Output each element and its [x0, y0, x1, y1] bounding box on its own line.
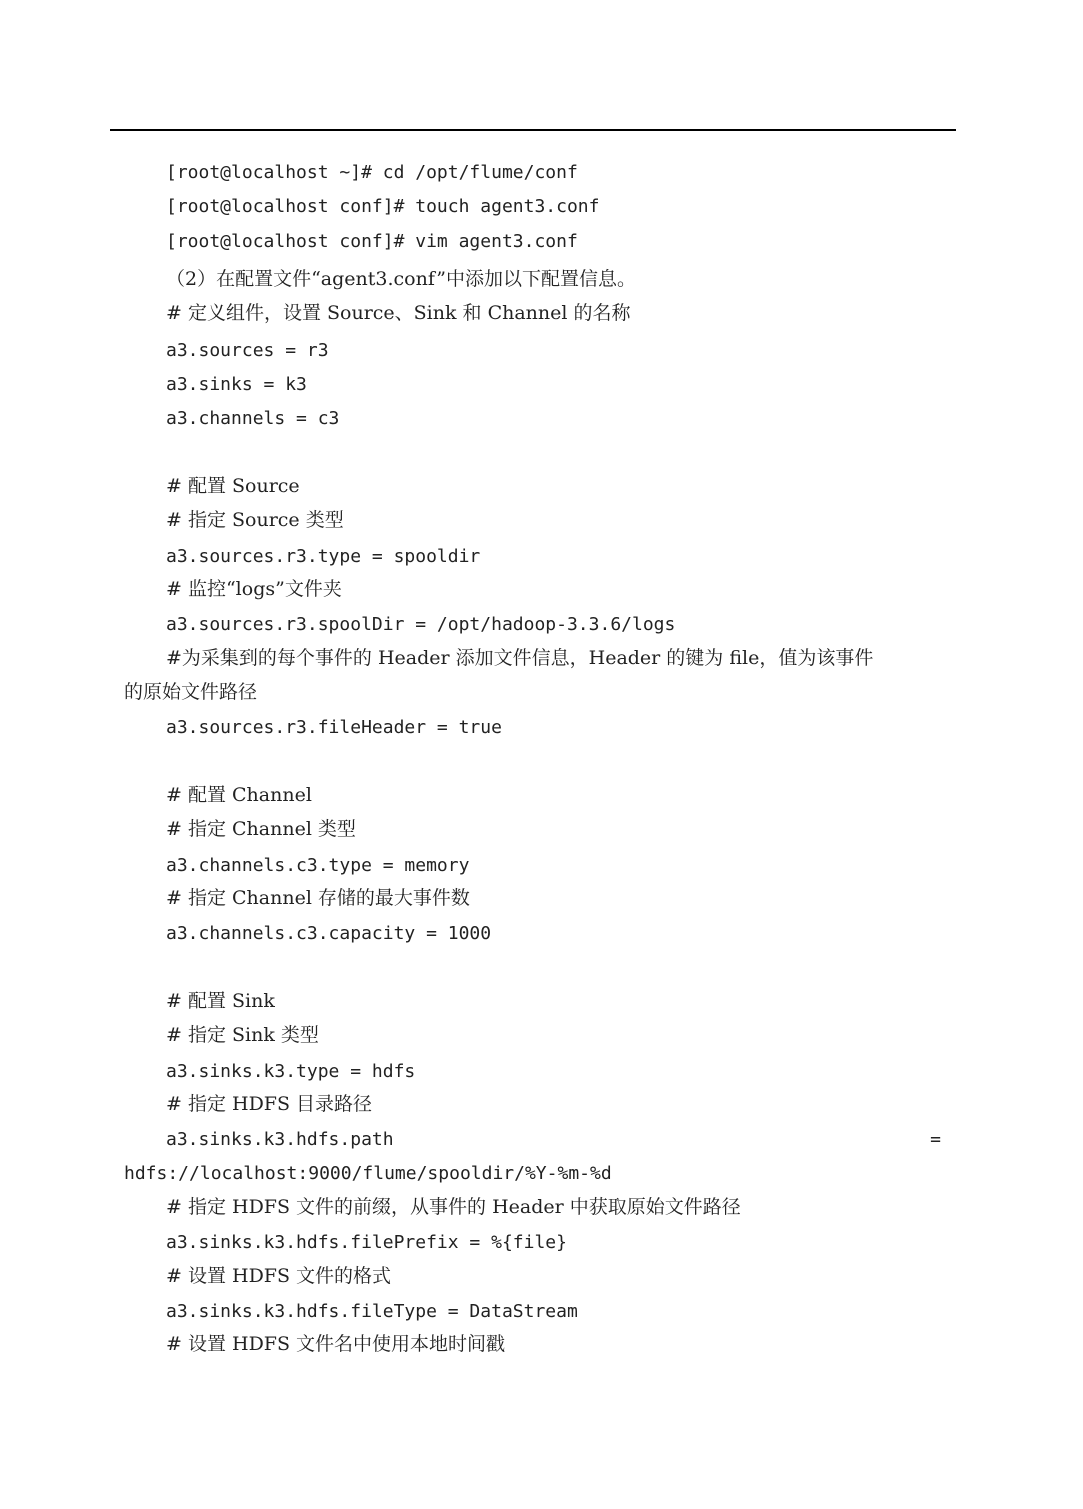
config-comment: # 指定 HDFS 目录路径: [166, 1093, 373, 1115]
config-comment: # 配置 Sink: [166, 990, 275, 1012]
shell-command-vim: [root@localhost conf]# vim agent3.conf: [166, 231, 578, 252]
config-line: a3.sources.r3.fileHeader = true: [166, 717, 502, 738]
config-line: a3.sinks = k3: [166, 374, 307, 395]
shell-command-touch: [root@localhost conf]# touch agent3.conf: [166, 196, 600, 217]
shell-command-cd: [root@localhost ~]# cd /opt/flume/conf: [166, 162, 578, 183]
header-rule: [110, 129, 956, 131]
config-comment: # 指定 Channel 类型: [166, 818, 356, 840]
config-line: a3.sources = r3: [166, 340, 329, 361]
config-comment: # 定义组件，设置 Source、Sink 和 Channel 的名称: [166, 302, 631, 324]
config-comment: # 配置 Source: [166, 475, 300, 497]
config-line-value: hdfs://localhost:9000/flume/spooldir/%Y-%m-%d: [124, 1163, 612, 1184]
config-line: a3.channels = c3: [166, 408, 340, 429]
config-line: a3.channels.c3.type = memory: [166, 855, 470, 876]
config-line-key: a3.sinks.k3.hdfs.path: [166, 1129, 394, 1150]
config-comment: # 指定 Sink 类型: [166, 1024, 319, 1046]
config-comment: #为采集到的每个事件的 Header 添加文件信息，Header 的键为 file，值为该事件: [166, 647, 874, 669]
step-instruction: （2）在配置文件“agent3.conf”中添加以下配置信息。: [166, 268, 637, 290]
config-comment-continued: 的原始文件路径: [124, 681, 258, 703]
config-line: a3.sources.r3.type = spooldir: [166, 546, 481, 567]
config-comment: # 设置 HDFS 文件名中使用本地时间戳: [166, 1333, 506, 1355]
config-comment: # 指定 HDFS 文件的前缀，从事件的 Header 中获取原始文件路径: [166, 1196, 741, 1218]
config-line: a3.sinks.k3.type = hdfs: [166, 1061, 416, 1082]
config-comment: # 监控“logs”文件夹: [166, 578, 342, 600]
config-comment: # 指定 Channel 存储的最大事件数: [166, 887, 470, 909]
config-comment: # 指定 Source 类型: [166, 509, 344, 531]
config-line: a3.sinks.k3.hdfs.filePrefix = %{file}: [166, 1232, 567, 1253]
config-comment: # 设置 HDFS 文件的格式: [166, 1265, 392, 1287]
config-line: a3.sources.r3.spoolDir = /opt/hadoop-3.3.6/logs: [166, 614, 676, 635]
config-line-equals: =: [930, 1129, 941, 1150]
config-line: a3.channels.c3.capacity = 1000: [166, 923, 492, 944]
config-line: a3.sinks.k3.hdfs.fileType = DataStream: [166, 1301, 578, 1322]
config-comment: # 配置 Channel: [166, 784, 312, 806]
